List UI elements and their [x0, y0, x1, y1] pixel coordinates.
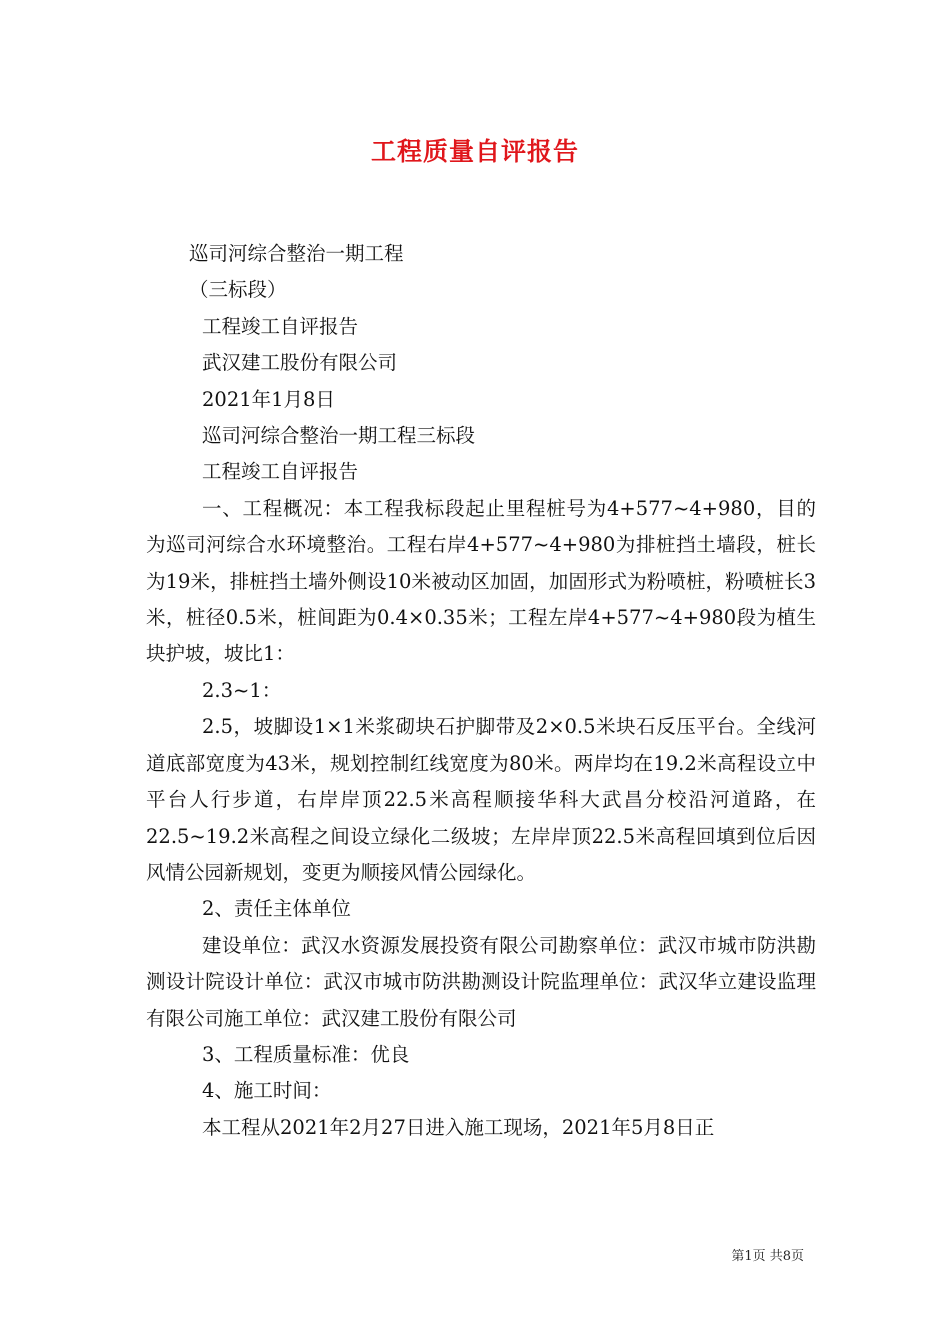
- paragraph-responsibility: 建设单位：武汉水资源发展投资有限公司勘察单位：武汉市城市防洪勘测设计院设计单位：武汉市城市防洪勘测设计院监理单位：武汉华立建设监理有限公司施工单位：武汉建工股份有限公司: [146, 933, 816, 1030]
- heading-responsibility: 2、责任主体单位: [202, 897, 351, 921]
- cover-project-section: 巡司河综合整治一期工程三标段: [202, 424, 476, 448]
- cover-project: 巡司河综合整治一期工程: [189, 242, 404, 265]
- paragraph-details: 2.5，坡脚设1×1米浆砌块石护脚带及2×0.5米块石反压平台。全线河道底部宽度为43米，规划控制红线宽度为80米。两岸均在19.2米高程设立中平台人行步道，右岸岸顶22.5米高程顺接华科大武昌分校沿河道路，在22.5~19.2米高程之间设立绿化二级坡；左岸岸顶22.5米高程回填到位后因风情公园新规划，变更为顺接风情公园绿化。: [146, 715, 816, 884]
- cover-report: 工程竣工自评报告: [202, 314, 359, 338]
- paragraph-time: 本工程从2021年2月27日进入施工现场，2021年5月8日正: [202, 1115, 715, 1139]
- page-number: 第1页 共8页: [731, 1249, 804, 1264]
- paragraph-quality: 3、工程质量标准：优良: [202, 1042, 410, 1066]
- cover-report-2: 工程竣工自评报告: [202, 460, 359, 484]
- cover-date: 2021年1月8日: [202, 387, 335, 411]
- document-body: [146, 236, 816, 1146]
- heading-time: 4、施工时间：: [202, 1079, 332, 1103]
- paragraph-overview: 一、工程概况：本工程我标段起止里程桩号为4+577~4+980，目的为巡司河综合水环境整治。工程右岸4+577~4+980为排桩挡土墙段，桩长为19米，排桩挡土墙外侧设10米被动区加固，加固形式为粉喷桩，粉喷桩长3米，桩径0.5米，桩间距为0.4×0.35米；工程左岸4+577~4+980段为植生块护坡，坡比1：: [146, 496, 816, 666]
- cover-section: （三标段）: [189, 278, 287, 302]
- paragraph-slope: 2.3~1：: [202, 678, 282, 702]
- document-title: 工程质量自评报告: [370, 137, 579, 166]
- cover-company: 武汉建工股份有限公司: [202, 351, 398, 375]
